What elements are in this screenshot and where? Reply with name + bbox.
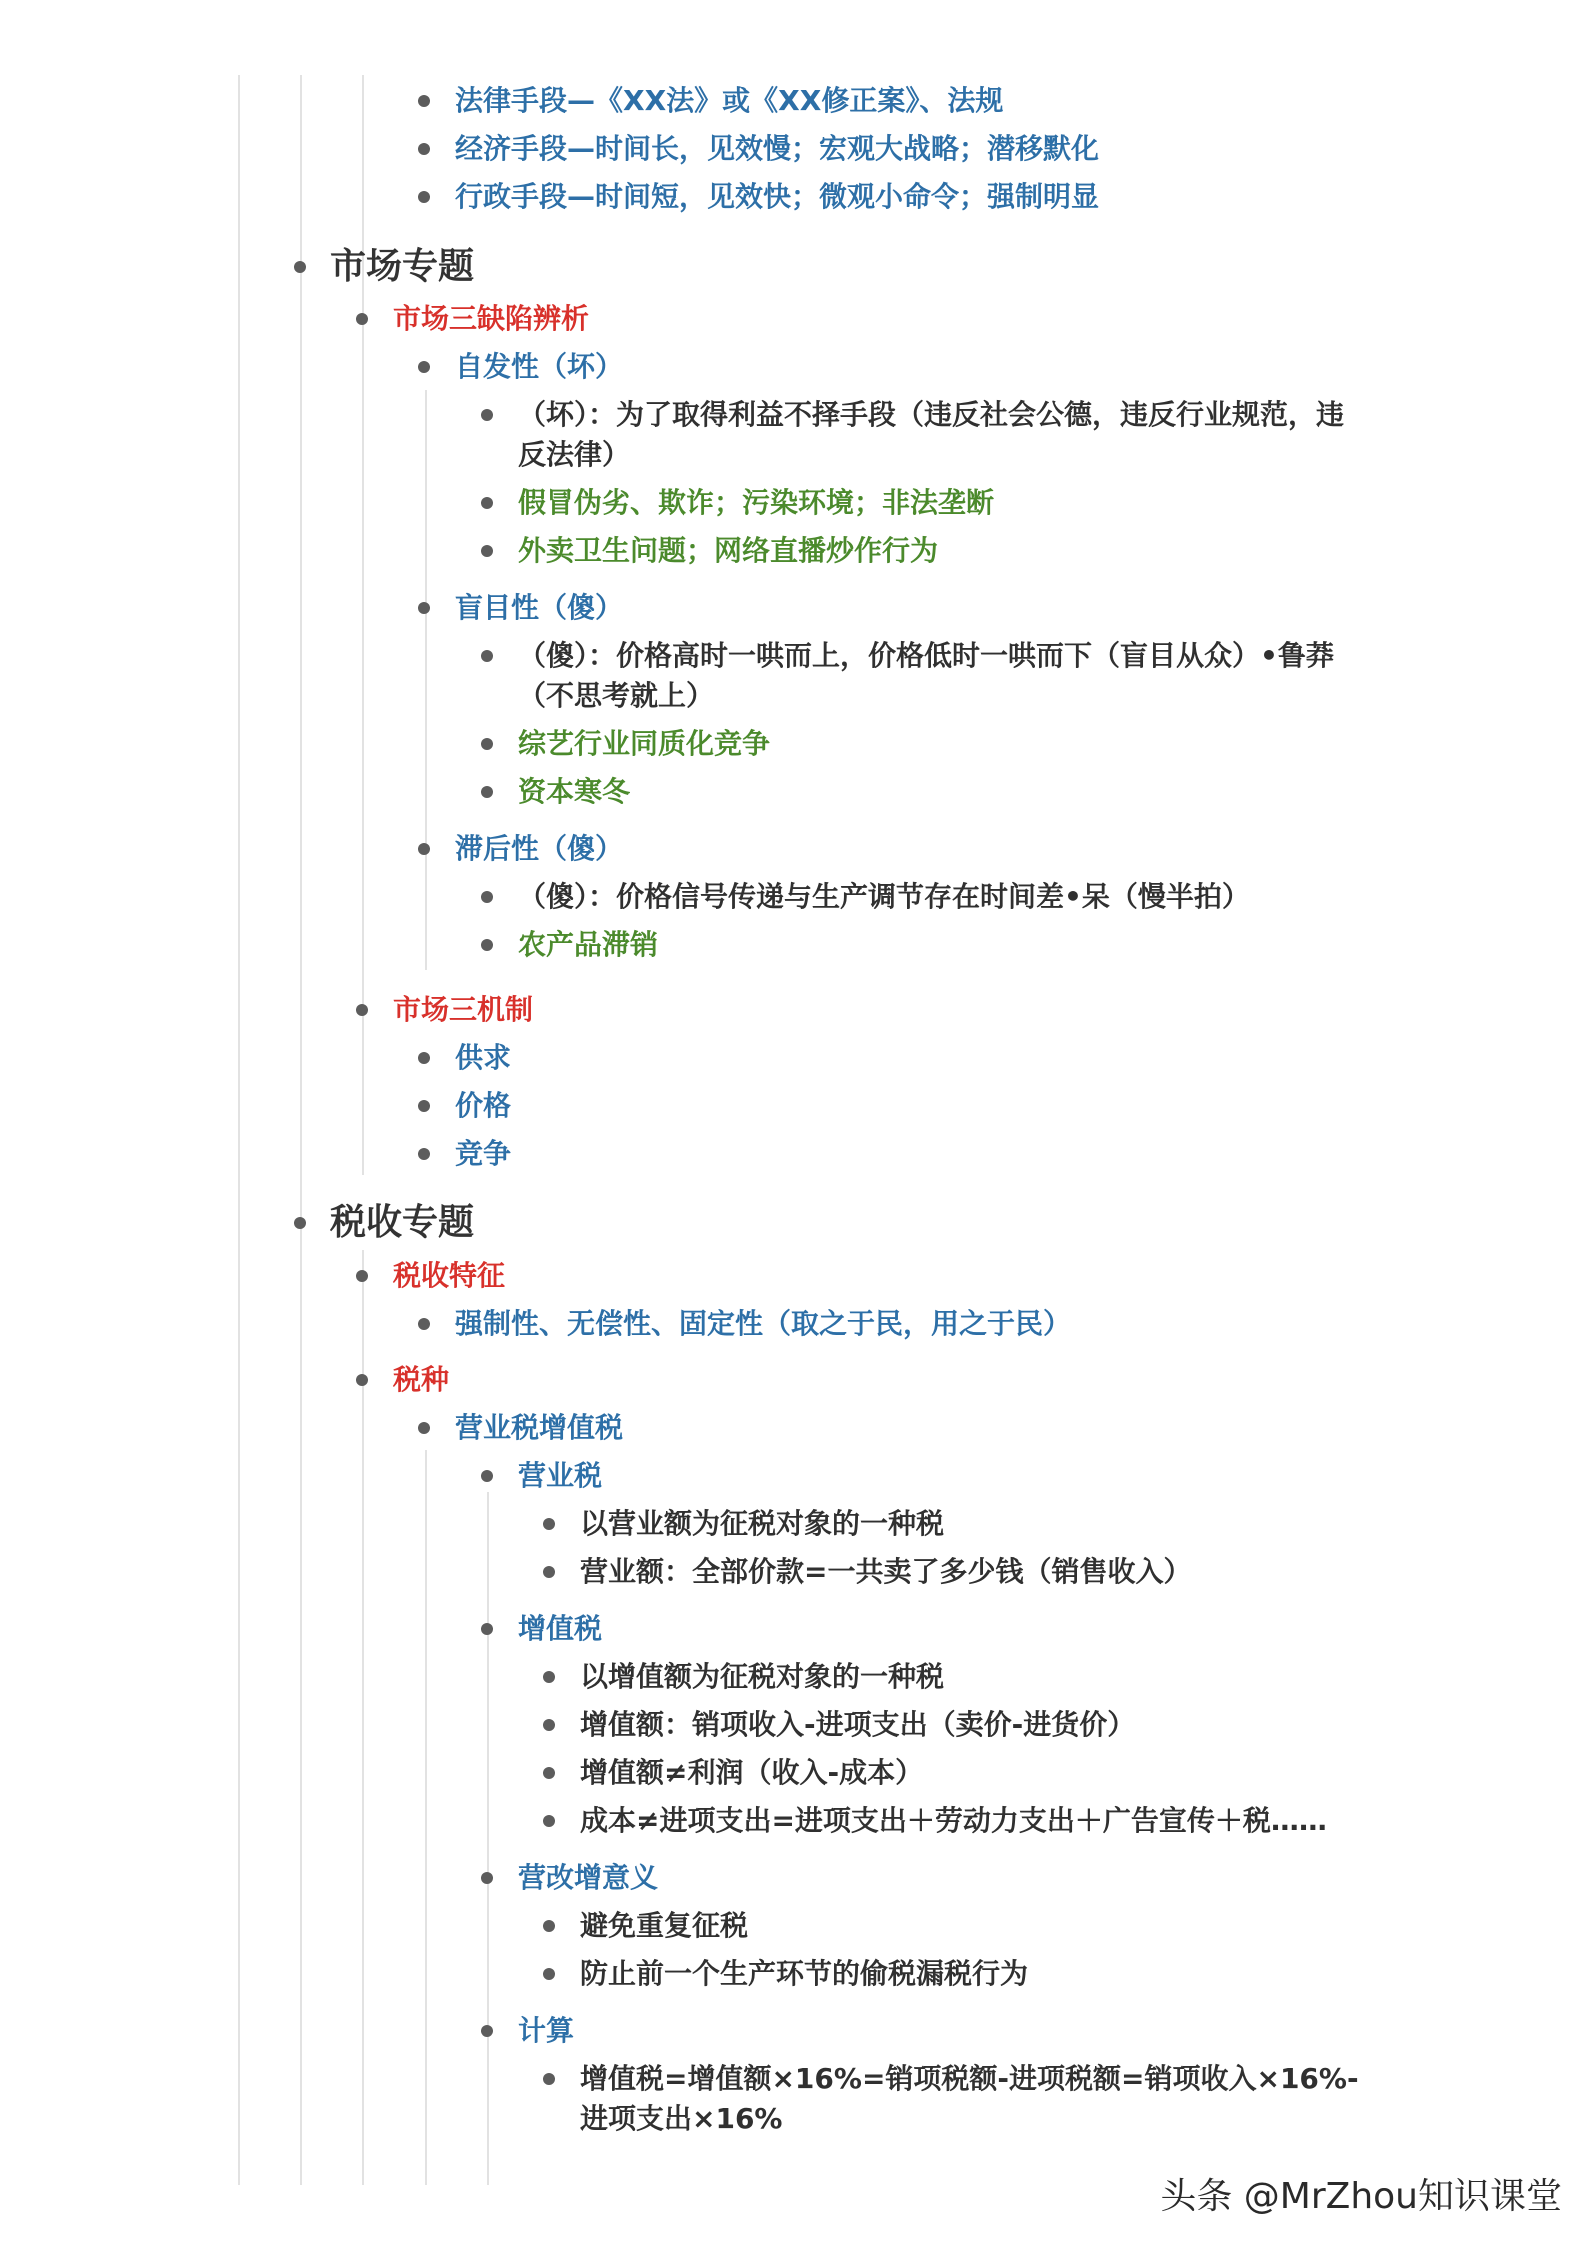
list-item: 行政手段—时间短，见效快；微观小命令；强制明显: [455, 180, 1100, 213]
bullet-icon: [418, 1100, 430, 1112]
bullet-icon: [481, 786, 493, 798]
bullet-icon: [294, 261, 306, 273]
outline-guide-line: [425, 1450, 427, 2185]
bullet-icon: [543, 1767, 555, 1779]
bullet-icon: [418, 602, 430, 614]
bullet-icon: [543, 1968, 555, 1980]
list-item: 法律手段—《XX法》或《XX修正案》、法规: [455, 84, 1004, 117]
bullet-icon: [418, 843, 430, 855]
list-item: 价格: [455, 1089, 512, 1122]
bullet-icon: [356, 1374, 368, 1386]
bullet-icon: [294, 1217, 306, 1229]
topic-business-vat: 营业税增值税: [455, 1411, 624, 1444]
bullet-icon: [481, 650, 493, 662]
bullet-icon: [481, 409, 493, 421]
bullet-icon: [543, 2073, 555, 2085]
bullet-icon: [481, 1470, 493, 1482]
list-item: 强制性、无偿性、固定性（取之于民，用之于民）: [455, 1307, 1072, 1340]
outline-guide-line: [362, 1250, 364, 2185]
topic-reform-significance: 营改增意义: [518, 1861, 659, 1894]
bullet-icon: [418, 1148, 430, 1160]
subheading-market-mechanisms: 市场三机制: [393, 993, 534, 1026]
list-item: 假冒伪劣、欺诈；污染环境；非法垄断: [518, 486, 995, 519]
bullet-icon: [356, 1004, 368, 1016]
list-item: （傻）：价格高时一哄而上，价格低时一哄而下（盲目从众）•鲁莽（不思考就上）: [518, 639, 1334, 712]
topic-spontaneity: 自发性（坏）: [455, 350, 624, 383]
topic-blindness: 盲目性（傻）: [455, 591, 624, 624]
bullet-icon: [418, 361, 430, 373]
list-item: 经济手段—时间长，见效慢；宏观大战略；潜移默化: [455, 132, 1100, 165]
bullet-icon: [543, 1719, 555, 1731]
list-item: 竞争: [455, 1137, 512, 1170]
bullet-icon: [481, 2025, 493, 2037]
subheading-market-defects: 市场三缺陷辨析: [393, 302, 590, 335]
topic-business-tax: 营业税: [518, 1459, 603, 1492]
list-item: 资本寒冬: [518, 775, 631, 808]
topic-calculation: 计算: [518, 2014, 575, 2047]
bullet-icon: [543, 1518, 555, 1530]
list-item: （傻）：价格信号传递与生产调节存在时间差•呆（慢半拍）: [518, 880, 1250, 913]
outline-guide-line: [300, 75, 302, 2185]
bullet-icon: [481, 891, 493, 903]
bullet-icon: [481, 545, 493, 557]
section-heading-tax: 税收专题: [330, 1202, 475, 1243]
list-item: 综艺行业同质化竞争: [518, 727, 771, 760]
list-item: 成本≠进项支出=进项支出＋劳动力支出＋广告宣传＋税……: [580, 1804, 1327, 1837]
bullet-icon: [481, 497, 493, 509]
list-item: 防止前一个生产环节的偷税漏税行为: [580, 1957, 1029, 1990]
list-item: 以营业额为征税对象的一种税: [580, 1507, 945, 1540]
topic-vat: 增值税: [518, 1612, 603, 1645]
bullet-icon: [418, 1422, 430, 1434]
bullet-icon: [418, 1052, 430, 1064]
bullet-icon: [418, 143, 430, 155]
bullet-icon: [481, 939, 493, 951]
list-item: 营业额：全部价款=一共卖了多少钱（销售收入）: [580, 1555, 1192, 1588]
bullet-icon: [481, 738, 493, 750]
bullet-icon: [543, 1566, 555, 1578]
list-item: 外卖卫生问题；网络直播炒作行为: [518, 534, 939, 567]
bullet-icon: [543, 1815, 555, 1827]
list-item: 增值税=增值额×16%=销项税额-进项税额=销项收入×16%-进项支出×16%: [580, 2062, 1359, 2135]
list-item: 农产品滞销: [518, 928, 659, 961]
bullet-icon: [356, 1270, 368, 1282]
bullet-icon: [543, 1920, 555, 1932]
list-item: 以增值额为征税对象的一种税: [580, 1660, 945, 1693]
section-heading-market: 市场专题: [330, 246, 475, 287]
list-item: 增值额≠利润（收入-成本）: [580, 1756, 924, 1789]
bullet-icon: [543, 1671, 555, 1683]
bullet-icon: [418, 1318, 430, 1330]
subheading-tax-kinds: 税种: [393, 1363, 450, 1396]
subheading-tax-features: 税收特征: [393, 1259, 506, 1292]
bullet-icon: [418, 191, 430, 203]
bullet-icon: [481, 1623, 493, 1635]
outline-guide-line: [425, 390, 427, 970]
watermark: 头条 @MrZhou知识课堂: [1160, 2176, 1562, 2217]
bullet-icon: [481, 1872, 493, 1884]
bullet-icon: [418, 95, 430, 107]
list-item: 增值额：销项收入-进项支出（卖价-进货价）: [580, 1708, 1136, 1741]
bullet-icon: [356, 313, 368, 325]
list-item: 供求: [455, 1041, 512, 1074]
list-item: 避免重复征税: [580, 1909, 749, 1942]
list-item: （坏）：为了取得利益不择手段（违反社会公德，违反行业规范，违反法律）: [518, 398, 1345, 471]
outline-guide-line: [238, 75, 240, 2185]
outline-guide-line: [487, 1492, 489, 2185]
topic-lag: 滞后性（傻）: [455, 832, 624, 865]
